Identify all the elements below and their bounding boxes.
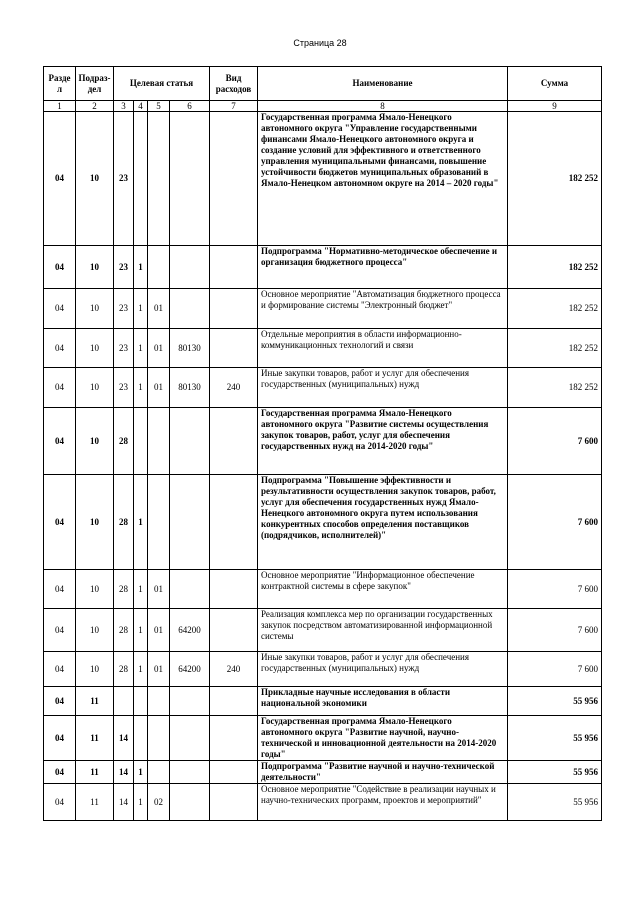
col-number: 2 [76, 101, 114, 112]
statya-part4-cell: 80130 [170, 329, 210, 368]
podrazdel-cell: 10 [76, 570, 114, 609]
naimenovanie-cell: Основное мероприятие "Информационное обеспечение контрактной системы в сфере закупок" [258, 570, 508, 609]
vid-cell [210, 761, 258, 784]
summa-cell: 55 956 [508, 687, 602, 716]
col-number: 5 [148, 101, 170, 112]
col-number: 7 [210, 101, 258, 112]
statya-part3-cell [148, 687, 170, 716]
statya-part2-cell [134, 716, 148, 761]
statya-part4-cell: 80130 [170, 368, 210, 408]
podrazdel-cell: 10 [76, 408, 114, 475]
statya-part4-cell [170, 716, 210, 761]
naimenovanie-cell: Подпрограмма "Повышение эффективности и результативности осуществления закупок товаров, работ, услуг для обеспечения государственных нужд Ямало-Ненецкого автономного округа путем использования конкурентных способов определения поставщиков (подрядчиков, исполнителей)" [258, 475, 508, 570]
summa-cell: 182 252 [508, 112, 602, 246]
page-label: Страница 28 [293, 38, 347, 48]
col-number: 9 [508, 101, 602, 112]
budget-table [43, 66, 602, 821]
table-row [44, 652, 602, 687]
statya-part1-cell: 23 [114, 289, 134, 329]
header-podrazdel: Подраз- дел [76, 67, 114, 101]
statya-part1-cell: 14 [114, 761, 134, 784]
header-naim: Наименование [258, 67, 508, 101]
statya-part4-cell [170, 112, 210, 246]
summa-cell: 7 600 [508, 570, 602, 609]
statya-part4-cell: 64200 [170, 609, 210, 652]
statya-part2-cell [134, 112, 148, 246]
statya-part1-cell: 28 [114, 408, 134, 475]
statya-part3-cell [148, 761, 170, 784]
podrazdel-cell: 10 [76, 112, 114, 246]
podrazdel-cell: 11 [76, 784, 114, 821]
table-row [44, 246, 602, 289]
vid-cell: 240 [210, 368, 258, 408]
table-row [44, 475, 602, 570]
razdel-cell: 04 [44, 652, 76, 687]
podrazdel-cell: 11 [76, 761, 114, 784]
table-row [44, 112, 602, 246]
naimenovanie-cell: Основное мероприятие "Содействие в реализации научных и научно-технических программ, проектов и мероприятий" [258, 784, 508, 821]
table-row [44, 761, 602, 784]
statya-part3-cell: 01 [148, 570, 170, 609]
vid-cell [210, 570, 258, 609]
razdel-cell: 04 [44, 716, 76, 761]
razdel-cell: 04 [44, 761, 76, 784]
col-number: 4 [134, 101, 148, 112]
statya-part1-cell: 28 [114, 652, 134, 687]
statya-part2-cell: 1 [134, 784, 148, 821]
statya-part3-cell [148, 716, 170, 761]
statya-part1-cell: 14 [114, 784, 134, 821]
vid-cell [210, 716, 258, 761]
statya-part1-cell: 23 [114, 246, 134, 289]
statya-part1-cell [114, 687, 134, 716]
naimenovanie-cell: Подпрограмма "Нормативно-методическое обеспечение и организация бюджетного процесса" [258, 246, 508, 289]
table-row [44, 784, 602, 821]
summa-cell: 55 956 [508, 761, 602, 784]
statya-part2-cell: 1 [134, 570, 148, 609]
vid-cell [210, 289, 258, 329]
naimenovanie-cell: Иные закупки товаров, работ и услуг для обеспечения государственных (муниципальных) нужд [258, 368, 508, 408]
col-number: 8 [258, 101, 508, 112]
statya-part4-cell [170, 687, 210, 716]
header-summa: Сумма [508, 67, 602, 101]
header-razdel: Разде л [44, 67, 76, 101]
summa-cell: 182 252 [508, 289, 602, 329]
statya-part2-cell: 1 [134, 475, 148, 570]
naimenovanie-cell: Основное мероприятие "Автоматизация бюджетного процесса и формирование системы "Электронный бюджет" [258, 289, 508, 329]
table-row [44, 687, 602, 716]
podrazdel-cell: 11 [76, 716, 114, 761]
statya-part2-cell: 1 [134, 329, 148, 368]
statya-part2-cell [134, 408, 148, 475]
col-number: 6 [170, 101, 210, 112]
statya-part3-cell [148, 246, 170, 289]
vid-cell [210, 408, 258, 475]
statya-part2-cell [134, 687, 148, 716]
summa-cell: 182 252 [508, 329, 602, 368]
statya-part4-cell [170, 289, 210, 329]
statya-part1-cell: 23 [114, 368, 134, 408]
razdel-cell: 04 [44, 329, 76, 368]
razdel-cell: 04 [44, 368, 76, 408]
table-row [44, 329, 602, 368]
statya-part4-cell [170, 408, 210, 475]
naimenovanie-cell: Подпрограмма "Развитие научной и научно-технической деятельности" [258, 761, 508, 784]
statya-part4-cell [170, 570, 210, 609]
statya-part1-cell: 28 [114, 475, 134, 570]
summa-cell: 7 600 [508, 408, 602, 475]
vid-cell [210, 329, 258, 368]
col-number: 1 [44, 101, 76, 112]
podrazdel-cell: 10 [76, 475, 114, 570]
statya-part3-cell: 02 [148, 784, 170, 821]
vid-cell [210, 784, 258, 821]
razdel-cell: 04 [44, 475, 76, 570]
vid-cell [210, 687, 258, 716]
statya-part1-cell: 28 [114, 609, 134, 652]
vid-cell [210, 609, 258, 652]
summa-cell: 55 956 [508, 784, 602, 821]
statya-part3-cell: 01 [148, 368, 170, 408]
statya-part4-cell: 64200 [170, 652, 210, 687]
vid-cell [210, 246, 258, 289]
razdel-cell: 04 [44, 289, 76, 329]
table-row [44, 289, 602, 329]
naimenovanie-cell: Государственная программа Ямало-Ненецкого автономного округа "Развитие системы осуществления закупок товаров, работ, услуг для обеспечения государственных нужд на 2014-2020 годы" [258, 408, 508, 475]
statya-part2-cell: 1 [134, 609, 148, 652]
header-row [44, 67, 602, 101]
podrazdel-cell: 10 [76, 289, 114, 329]
statya-part3-cell [148, 112, 170, 246]
col-number: 3 [114, 101, 134, 112]
podrazdel-cell: 10 [76, 609, 114, 652]
statya-part2-cell: 1 [134, 246, 148, 289]
summa-cell: 182 252 [508, 246, 602, 289]
summa-cell: 182 252 [508, 368, 602, 408]
podrazdel-cell: 10 [76, 368, 114, 408]
summa-cell: 55 956 [508, 716, 602, 761]
vid-cell [210, 112, 258, 246]
statya-part2-cell: 1 [134, 652, 148, 687]
statya-part4-cell [170, 784, 210, 821]
razdel-cell: 04 [44, 784, 76, 821]
podrazdel-cell: 10 [76, 246, 114, 289]
table-row [44, 570, 602, 609]
table-body [44, 112, 602, 821]
summa-cell: 7 600 [508, 652, 602, 687]
header-vid: Вид расходов [210, 67, 258, 101]
table-row [44, 716, 602, 761]
statya-part1-cell: 23 [114, 112, 134, 246]
razdel-cell: 04 [44, 687, 76, 716]
statya-part4-cell [170, 761, 210, 784]
razdel-cell: 04 [44, 570, 76, 609]
statya-part3-cell: 01 [148, 609, 170, 652]
statya-part3-cell: 01 [148, 289, 170, 329]
vid-cell [210, 475, 258, 570]
vid-cell: 240 [210, 652, 258, 687]
statya-part1-cell: 28 [114, 570, 134, 609]
header-celevaya: Целевая статья [114, 67, 210, 101]
summa-cell: 7 600 [508, 475, 602, 570]
statya-part3-cell [148, 408, 170, 475]
naimenovanie-cell: Государственная программа Ямало-Ненецкого автономного округа "Управление государственными финансами Ямало-Ненецкого автономного округа и создание условий для эффективного и ответственного управления муниципальными финансами, повышение устойчивости бюджетов муниципальных образований в Ямало-Ненецком автономном округе на 2014 – 2020 годы" [258, 112, 508, 246]
podrazdel-cell: 10 [76, 652, 114, 687]
table-row [44, 368, 602, 408]
statya-part1-cell: 23 [114, 329, 134, 368]
naimenovanie-cell: Иные закупки товаров, работ и услуг для обеспечения государственных (муниципальных) нужд [258, 652, 508, 687]
statya-part3-cell: 01 [148, 652, 170, 687]
razdel-cell: 04 [44, 408, 76, 475]
naimenovanie-cell: Прикладные научные исследования в области национальной экономики [258, 687, 508, 716]
statya-part4-cell [170, 475, 210, 570]
statya-part2-cell: 1 [134, 368, 148, 408]
podrazdel-cell: 10 [76, 329, 114, 368]
razdel-cell: 04 [44, 112, 76, 246]
statya-part2-cell: 1 [134, 761, 148, 784]
summa-cell: 7 600 [508, 609, 602, 652]
column-numbers-row [44, 101, 602, 112]
naimenovanie-cell: Реализация комплекса мер по организации государственных закупок посредством автоматизированной информационной системы [258, 609, 508, 652]
podrazdel-cell: 11 [76, 687, 114, 716]
razdel-cell: 04 [44, 609, 76, 652]
statya-part3-cell [148, 475, 170, 570]
table-row [44, 609, 602, 652]
table-row [44, 408, 602, 475]
naimenovanie-cell: Государственная программа Ямало-Ненецкого автономного округа "Развитие научной, научно-технической и инновационной деятельности на 2014-2020 годы" [258, 716, 508, 761]
razdel-cell: 04 [44, 246, 76, 289]
statya-part3-cell: 01 [148, 329, 170, 368]
statya-part4-cell [170, 246, 210, 289]
naimenovanie-cell: Отдельные мероприятия в области информационно-коммуникационных технологий и связи [258, 329, 508, 368]
statya-part1-cell: 14 [114, 716, 134, 761]
statya-part2-cell: 1 [134, 289, 148, 329]
